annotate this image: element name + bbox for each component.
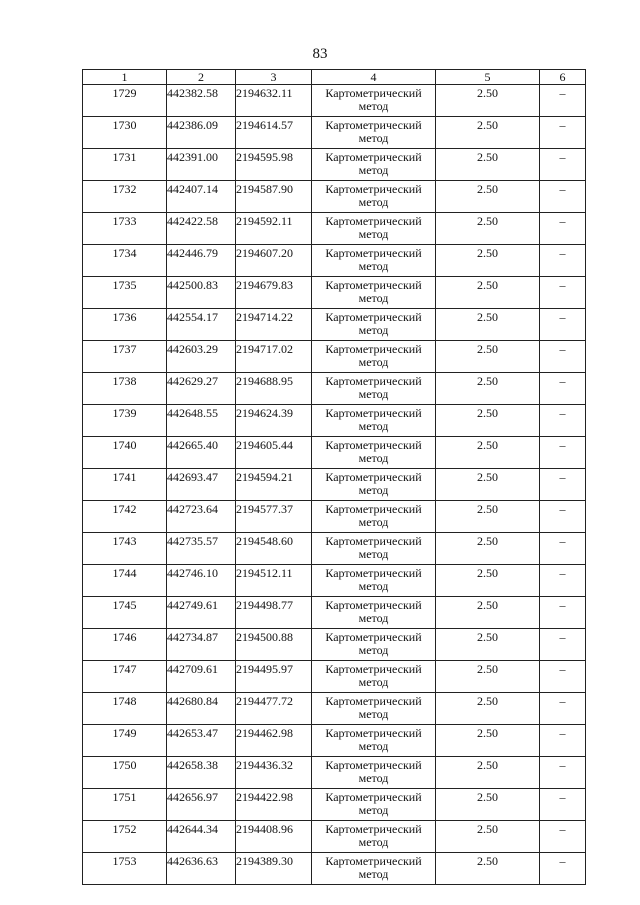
y-coordinate-cell: 2194624.39 [236,405,312,437]
note-cell: – [540,597,586,629]
method-cell [312,309,436,341]
y-coordinate-cell: 2194595.98 [236,149,312,181]
x-coordinate-cell: 442644.34 [167,821,236,853]
point-number-cell: 1740 [83,437,167,469]
method-line-2: метод [358,323,389,337]
point-number-cell: 1736 [83,309,167,341]
table-row [83,213,586,245]
method-line-1: Картометрический [325,150,422,164]
table-row [83,373,586,405]
x-coordinate-cell: 442723.64 [167,501,236,533]
accuracy-cell: 2.50 [436,597,540,629]
y-coordinate-cell: 2194548.60 [236,533,312,565]
y-coordinate-cell: 2194477.72 [236,693,312,725]
method-line-2: метод [358,867,389,881]
note-cell: – [540,117,586,149]
accuracy-cell: 2.50 [436,309,540,341]
y-coordinate-cell: 2194594.21 [236,469,312,501]
method-line-1: Картометрический [325,438,422,452]
method-line-1: Картометрический [325,598,422,612]
method-line-1: Картометрический [325,246,422,260]
point-number-cell: 1730 [83,117,167,149]
table-row [83,85,586,117]
method-line-1: Картометрический [325,182,422,196]
accuracy-cell: 2.50 [436,341,540,373]
point-number-cell: 1753 [83,853,167,885]
y-coordinate-cell: 2194512.11 [236,565,312,597]
table-body [83,85,586,885]
method-cell [312,437,436,469]
y-coordinate-cell: 2194495.97 [236,661,312,693]
method-cell [312,213,436,245]
accuracy-cell: 2.50 [436,149,540,181]
note-cell: – [540,853,586,885]
y-coordinate-cell: 2194607.20 [236,245,312,277]
point-number-cell: 1752 [83,821,167,853]
method-line-2: метод [358,483,389,497]
method-line-2: метод [358,803,389,817]
note-cell: – [540,405,586,437]
x-coordinate-cell: 442658.38 [167,757,236,789]
note-cell: – [540,149,586,181]
method-cell [312,693,436,725]
method-cell [312,341,436,373]
accuracy-cell: 2.50 [436,277,540,309]
table-row [83,533,586,565]
accuracy-cell: 2.50 [436,181,540,213]
y-coordinate-cell: 2194500.88 [236,629,312,661]
method-line-2: метод [358,611,389,625]
accuracy-cell: 2.50 [436,405,540,437]
table-row [83,309,586,341]
method-line-2: метод [358,227,389,241]
method-cell [312,853,436,885]
method-line-1: Картометрический [325,278,422,292]
table-row [83,565,586,597]
method-line-1: Картометрический [325,214,422,228]
method-line-2: метод [358,163,389,177]
page-number: 83 [312,46,328,62]
note-cell: – [540,789,586,821]
accuracy-cell: 2.50 [436,437,540,469]
column-header-2: 2 [167,70,236,85]
y-coordinate-cell: 2194714.22 [236,309,312,341]
x-coordinate-cell: 442636.63 [167,853,236,885]
x-coordinate-cell: 442603.29 [167,341,236,373]
method-line-1: Картометрический [325,310,422,324]
method-cell [312,533,436,565]
accuracy-cell: 2.50 [436,789,540,821]
x-coordinate-cell: 442391.00 [167,149,236,181]
accuracy-cell: 2.50 [436,117,540,149]
method-line-2: метод [358,675,389,689]
accuracy-cell: 2.50 [436,469,540,501]
method-line-1: Картометрический [325,342,422,356]
method-line-2: метод [358,579,389,593]
y-coordinate-cell: 2194717.02 [236,341,312,373]
accuracy-cell: 2.50 [436,725,540,757]
point-number-cell: 1732 [83,181,167,213]
note-cell: – [540,341,586,373]
method-line-2: метод [358,771,389,785]
table-row [83,597,586,629]
table-row [83,277,586,309]
method-line-1: Картометрический [325,854,422,868]
note-cell: – [540,437,586,469]
accuracy-cell: 2.50 [436,629,540,661]
note-cell: – [540,821,586,853]
point-number-cell: 1746 [83,629,167,661]
point-number-cell: 1729 [83,85,167,117]
table-row [83,469,586,501]
method-line-2: метод [358,355,389,369]
point-number-cell: 1748 [83,693,167,725]
method-line-2: метод [358,739,389,753]
method-cell [312,565,436,597]
x-coordinate-cell: 442735.57 [167,533,236,565]
point-number-cell: 1751 [83,789,167,821]
method-cell [312,821,436,853]
y-coordinate-cell: 2194614.57 [236,117,312,149]
point-number-cell: 1744 [83,565,167,597]
method-line-1: Картометрический [325,566,422,580]
method-cell [312,629,436,661]
x-coordinate-cell: 442629.27 [167,373,236,405]
method-line-2: метод [358,291,389,305]
y-coordinate-cell: 2194422.98 [236,789,312,821]
accuracy-cell: 2.50 [436,501,540,533]
x-coordinate-cell: 442653.47 [167,725,236,757]
table-row [83,789,586,821]
method-line-1: Картометрический [325,118,422,132]
x-coordinate-cell: 442656.97 [167,789,236,821]
point-number-cell: 1738 [83,373,167,405]
point-number-cell: 1745 [83,597,167,629]
method-cell [312,117,436,149]
note-cell: – [540,501,586,533]
accuracy-cell: 2.50 [436,661,540,693]
method-line-2: метод [358,259,389,273]
method-cell [312,469,436,501]
method-line-2: метод [358,195,389,209]
x-coordinate-cell: 442746.10 [167,565,236,597]
table-row [83,245,586,277]
x-coordinate-cell: 442693.47 [167,469,236,501]
point-number-cell: 1743 [83,533,167,565]
table-row [83,501,586,533]
point-number-cell: 1742 [83,501,167,533]
column-header-5: 5 [436,70,540,85]
column-header-3: 3 [236,70,312,85]
note-cell: – [540,245,586,277]
method-cell [312,181,436,213]
x-coordinate-cell: 442446.79 [167,245,236,277]
method-cell [312,661,436,693]
method-line-2: метод [358,131,389,145]
x-coordinate-cell: 442382.58 [167,85,236,117]
x-coordinate-cell: 442407.14 [167,181,236,213]
y-coordinate-cell: 2194389.30 [236,853,312,885]
table-row [83,405,586,437]
method-cell [312,501,436,533]
table-row [83,661,586,693]
table-row [83,853,586,885]
method-cell [312,373,436,405]
method-line-1: Картометрический [325,790,422,804]
y-coordinate-cell: 2194462.98 [236,725,312,757]
accuracy-cell: 2.50 [436,373,540,405]
method-line-1: Картометрический [325,470,422,484]
x-coordinate-cell: 442709.61 [167,661,236,693]
note-cell: – [540,661,586,693]
table-row [83,437,586,469]
table-row [83,693,586,725]
method-cell [312,757,436,789]
y-coordinate-cell: 2194605.44 [236,437,312,469]
method-line-1: Картометрический [325,534,422,548]
method-cell [312,277,436,309]
column-header-6: 6 [540,70,586,85]
method-line-1: Картометрический [325,726,422,740]
table-row [83,149,586,181]
table-row [83,117,586,149]
method-line-2: метод [358,419,389,433]
method-line-1: Картометрический [325,822,422,836]
method-cell [312,149,436,181]
table-row [83,757,586,789]
method-line-1: Картометрический [325,662,422,676]
method-line-2: метод [358,99,389,113]
point-number-cell: 1750 [83,757,167,789]
point-number-cell: 1734 [83,245,167,277]
point-number-cell: 1741 [83,469,167,501]
x-coordinate-cell: 442500.83 [167,277,236,309]
method-line-2: метод [358,515,389,529]
column-header-4: 4 [312,70,436,85]
method-line-1: Картометрический [325,630,422,644]
y-coordinate-cell: 2194577.37 [236,501,312,533]
accuracy-cell: 2.50 [436,213,540,245]
table-header [83,70,586,85]
y-coordinate-cell: 2194408.96 [236,821,312,853]
accuracy-cell: 2.50 [436,245,540,277]
method-line-1: Картометрический [325,758,422,772]
note-cell: – [540,469,586,501]
method-line-1: Картометрический [325,374,422,388]
note-cell: – [540,757,586,789]
table-row [83,181,586,213]
method-line-2: метод [358,547,389,561]
method-line-2: метод [358,451,389,465]
table-row [83,629,586,661]
accuracy-cell: 2.50 [436,693,540,725]
accuracy-cell: 2.50 [436,85,540,117]
method-line-2: метод [358,387,389,401]
y-coordinate-cell: 2194592.11 [236,213,312,245]
x-coordinate-cell: 442680.84 [167,693,236,725]
column-header-1: 1 [83,70,167,85]
note-cell: – [540,277,586,309]
note-cell: – [540,85,586,117]
note-cell: – [540,565,586,597]
method-cell [312,405,436,437]
y-coordinate-cell: 2194679.83 [236,277,312,309]
header-row [83,70,586,85]
x-coordinate-cell: 442648.55 [167,405,236,437]
x-coordinate-cell: 442734.87 [167,629,236,661]
note-cell: – [540,213,586,245]
method-cell [312,789,436,821]
x-coordinate-cell: 442749.61 [167,597,236,629]
point-number-cell: 1733 [83,213,167,245]
method-cell [312,245,436,277]
coordinates-table [82,69,586,885]
note-cell: – [540,725,586,757]
table-row [83,341,586,373]
accuracy-cell: 2.50 [436,757,540,789]
point-number-cell: 1749 [83,725,167,757]
method-cell [312,725,436,757]
y-coordinate-cell: 2194688.95 [236,373,312,405]
method-line-1: Картометрический [325,406,422,420]
method-line-1: Картометрический [325,86,422,100]
method-line-1: Картометрический [325,502,422,516]
note-cell: – [540,309,586,341]
note-cell: – [540,693,586,725]
method-cell [312,597,436,629]
note-cell: – [540,181,586,213]
table-row [83,821,586,853]
point-number-cell: 1735 [83,277,167,309]
y-coordinate-cell: 2194587.90 [236,181,312,213]
x-coordinate-cell: 442386.09 [167,117,236,149]
point-number-cell: 1731 [83,149,167,181]
x-coordinate-cell: 442665.40 [167,437,236,469]
method-line-2: метод [358,707,389,721]
method-line-1: Картометрический [325,694,422,708]
table-row [83,725,586,757]
y-coordinate-cell: 2194436.32 [236,757,312,789]
point-number-cell: 1739 [83,405,167,437]
note-cell: – [540,629,586,661]
accuracy-cell: 2.50 [436,821,540,853]
y-coordinate-cell: 2194498.77 [236,597,312,629]
accuracy-cell: 2.50 [436,533,540,565]
x-coordinate-cell: 442554.17 [167,309,236,341]
accuracy-cell: 2.50 [436,853,540,885]
method-line-2: метод [358,835,389,849]
method-cell [312,85,436,117]
accuracy-cell: 2.50 [436,565,540,597]
method-line-2: метод [358,643,389,657]
point-number-cell: 1737 [83,341,167,373]
point-number-cell: 1747 [83,661,167,693]
note-cell: – [540,533,586,565]
y-coordinate-cell: 2194632.11 [236,85,312,117]
x-coordinate-cell: 442422.58 [167,213,236,245]
note-cell: – [540,373,586,405]
